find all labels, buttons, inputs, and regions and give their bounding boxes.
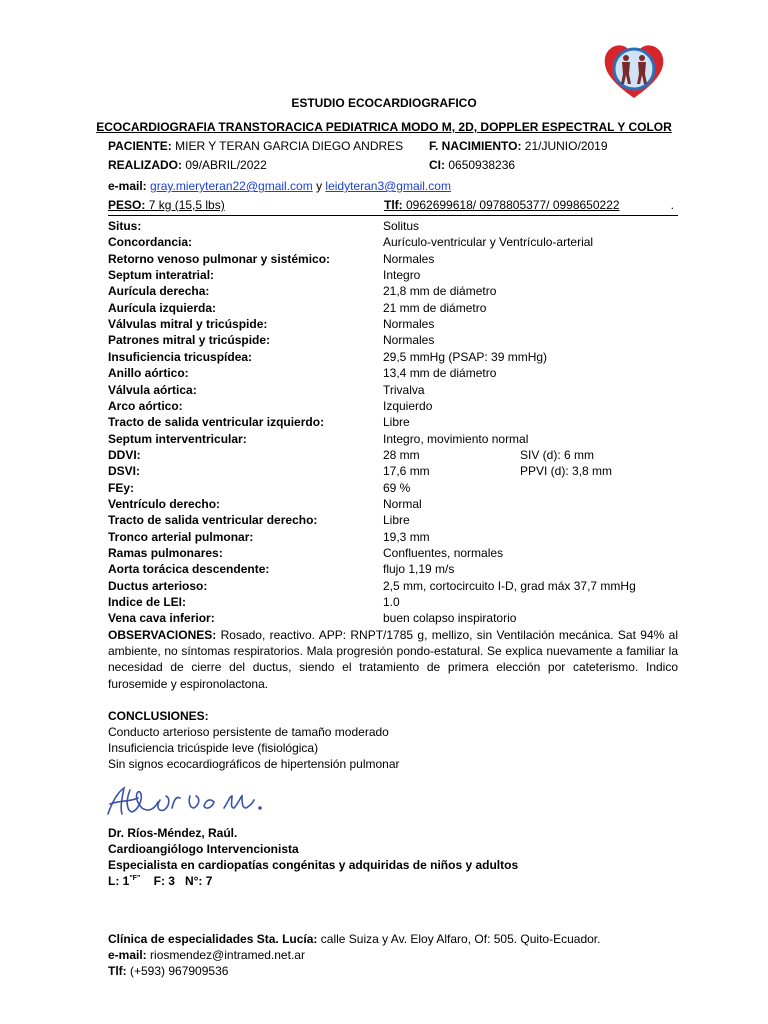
finding-row	[108, 578, 678, 594]
finding-label: Tracto de salida ventricular izquierdo:	[108, 415, 325, 430]
finding-row	[108, 365, 678, 381]
clinic-address: Clínica de especialidades Sta. Lucía: calle Suiza y Av. Eloy Alfaro, Of: 505. Quito-Ecuador.	[108, 932, 601, 946]
finding-value: 69 %	[383, 480, 411, 495]
finding-label: Concordancia:	[108, 235, 193, 250]
finding-label: Ramas pulmonares:	[108, 546, 223, 560]
finding-label: DSVI:	[108, 464, 141, 479]
email-link-1[interactable]: gray.mieryteran22@gmail.com	[150, 179, 313, 193]
header-divider	[108, 215, 678, 216]
finding-label: Indice de LEI:	[108, 595, 187, 610]
finding-label: Patrones mitral y tricúspide:	[108, 333, 271, 348]
finding-row	[108, 529, 678, 545]
patient-ci: CI: 0650938236	[429, 158, 516, 172]
finding-extra-value: SIV (d): 6 mm	[520, 447, 595, 462]
finding-label: Septum interatrial:	[108, 268, 215, 283]
finding-value: Normal	[383, 496, 422, 511]
finding-row	[108, 349, 678, 365]
document-title: ESTUDIO ECOCARDIOGRAFICO	[291, 96, 477, 110]
finding-row	[108, 561, 678, 577]
finding-value: Confluentes, normales	[383, 546, 504, 560]
finding-value: Aurículo-ventricular y Ventrículo-arterial	[383, 235, 594, 250]
patient-weight: PESO: 7 kg (15,5 lbs)	[108, 198, 225, 212]
finding-row	[108, 512, 678, 528]
conclusions-heading: CONCLUSIONES:	[108, 709, 209, 723]
finding-label: Insuficiencia tricuspídea:	[108, 349, 253, 364]
finding-label: Aurícula derecha:	[108, 284, 210, 299]
finding-row	[108, 382, 678, 398]
finding-label: Válvulas mitral y tricúspide:	[108, 317, 268, 332]
finding-label: DDVI:	[108, 447, 141, 462]
doctor-name: Dr. Ríos-Méndez, Raúl.	[108, 826, 238, 840]
finding-row	[108, 594, 678, 610]
finding-value: Libre	[383, 513, 410, 528]
finding-label: Arco aórtico:	[108, 398, 183, 413]
finding-row	[108, 610, 678, 626]
finding-label: FEy:	[108, 480, 135, 495]
finding-value: 17,6 mm	[383, 464, 430, 479]
finding-value: 19,3 mm	[383, 529, 430, 544]
finding-label: Vena cava inferior:	[108, 611, 215, 626]
conclusion-item: Insuficiencia tricúspide leve (fisiológica)	[108, 741, 319, 755]
finding-value: 21,8 mm de diámetro	[383, 284, 497, 299]
patient-name: PACIENTE: MIER Y TERAN GARCIA DIEGO ANDRES	[108, 139, 404, 153]
finding-value: Trivalva	[383, 382, 425, 397]
patient-birthdate: F. NACIMIENTO: 21/JUNIO/2019	[429, 139, 608, 153]
finding-row	[108, 218, 678, 234]
finding-row	[108, 316, 678, 332]
doctor-title: Cardioangiólogo Intervencionista	[108, 842, 299, 856]
finding-row	[108, 463, 678, 479]
study-date: REALIZADO: 09/ABRIL/2022	[108, 158, 267, 172]
finding-row	[108, 447, 678, 463]
finding-row	[108, 480, 678, 496]
finding-value: Normales	[383, 251, 435, 266]
email-link-2[interactable]: leidyteran3@gmail.com	[325, 179, 451, 193]
finding-row	[108, 398, 678, 414]
clinic-logo	[601, 40, 667, 102]
finding-row	[108, 545, 678, 561]
finding-label: Aorta torácica descendente:	[108, 562, 270, 577]
finding-value: flujo 1,19 m/s	[383, 562, 455, 577]
finding-label: Aurícula izquierda:	[108, 300, 217, 315]
finding-value: 29,5 mmHg (PSAP: 39 mmHg)	[383, 349, 548, 364]
finding-row	[108, 300, 678, 316]
finding-value: Izquierdo	[383, 398, 433, 413]
handwritten-signature	[100, 782, 300, 822]
finding-label: Ventrículo derecho:	[108, 496, 221, 511]
finding-value: Normales	[383, 317, 435, 332]
finding-label: Anillo aórtico:	[108, 366, 189, 381]
finding-row	[108, 283, 678, 299]
doctor-specialty: Especialista en cardiopatías congénitas y adquiridas de niños y adultos	[108, 858, 519, 872]
finding-value: Solitus	[383, 219, 420, 233]
finding-label: Válvula aórtica:	[108, 382, 197, 397]
finding-row	[108, 414, 678, 430]
finding-value: Libre	[383, 415, 410, 430]
finding-value: buen colapso inspiratorio	[383, 611, 517, 626]
finding-row	[108, 267, 678, 283]
finding-value: 1.0	[383, 595, 400, 610]
finding-label: Tracto de salida ventricular derecho:	[108, 513, 318, 528]
finding-row	[108, 251, 678, 267]
finding-label: Tronco arterial pulmonar:	[108, 529, 254, 544]
finding-value: 2,5 mm, cortocircuito I-D, grad máx 37,7 mmHg	[383, 578, 636, 593]
document-subtitle: ECOCARDIOGRAFIA TRANSTORACICA PEDIATRICA MODO M, 2D, DOPPLER ESPECTRAL Y COLOR	[96, 120, 672, 134]
doctor-email: e-mail: riosmendez@intramed.net.ar	[108, 948, 305, 962]
doctor-registry: L: $1^{"F"}$ F: 3 N°: 7	[108, 874, 213, 888]
finding-label: Septum interventricular:	[108, 431, 247, 446]
finding-row	[108, 332, 678, 348]
finding-value: 21 mm de diámetro	[383, 300, 487, 315]
finding-value: Integro, movimiento normal	[383, 431, 529, 446]
finding-row	[108, 496, 678, 512]
patient-emails: e-mail: gray.mieryteran22@gmail.com y leidyteran3@gmail.com	[108, 179, 451, 193]
finding-value: 13,4 mm de diámetro	[383, 366, 497, 381]
conclusion-item: Sin signos ecocardiográficos de hipertensión pulmonar	[108, 757, 400, 771]
finding-label: Situs:	[108, 219, 142, 233]
doctor-phone: Tlf: (+593) 967909536	[108, 964, 229, 978]
finding-value: 28 mm	[383, 447, 420, 462]
finding-row	[108, 234, 678, 250]
observations: OBSERVACIONES: Rosado, reactivo. APP: RNPT/1785 g, mellizo, sin Ventilación mecánica. Sat 94% al ambiente, no síntomas respiratorios. Mala progresión pondo-estatural. Se explica nuevamente a familiar la necesidad de cierre del ductus, siendo el tratamiento de primera elección por cateterismo. Indico furosemide y espironolactona.	[108, 628, 678, 691]
patient-phone: Tlf: 0962699618/ 0978805377/ 0998650222 .	[384, 198, 674, 212]
finding-row	[108, 431, 678, 447]
finding-label: Ductus arterioso:	[108, 578, 208, 593]
finding-value: Normales	[383, 333, 435, 348]
finding-label: Retorno venoso pulmonar y sistémico:	[108, 251, 331, 266]
conclusion-item: Conducto arterioso persistente de tamaño moderado	[108, 725, 389, 739]
finding-value: Integro	[383, 268, 421, 283]
finding-extra-value: PPVI (d): 3,8 mm	[520, 464, 613, 479]
